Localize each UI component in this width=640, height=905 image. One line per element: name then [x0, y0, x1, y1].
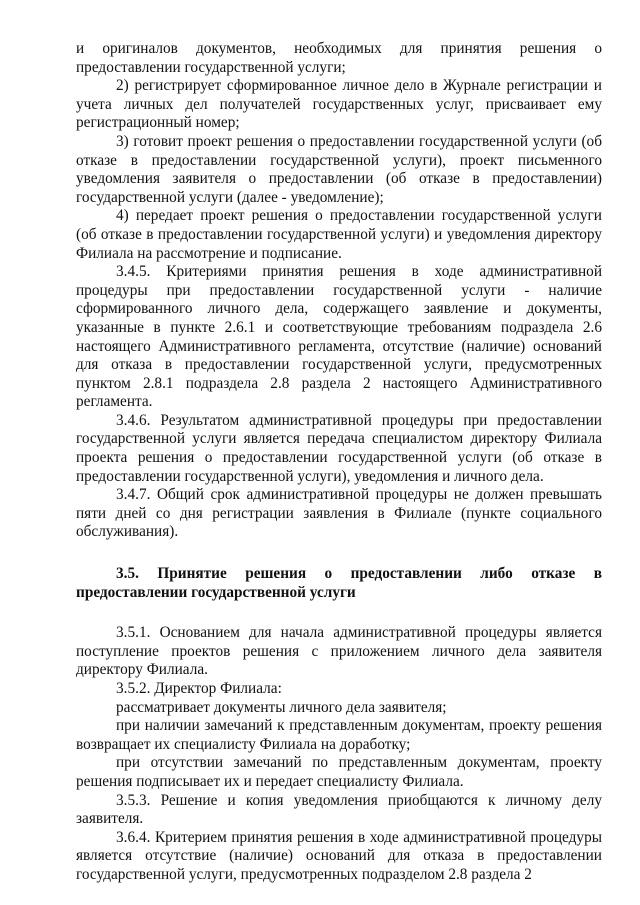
paragraph-director-action-1: рассматривает документы личного дела заявителя; [116, 698, 447, 716]
paragraph-item-2: 2) регистрирует сформированное личное дело в Журнале регистрации и учета личных дел получателей государственных услуг, присваивает ему регистрационный номер; [76, 77, 602, 132]
section-heading-3-5: 3.5. Принятие решения о предоставлении либо отказе в предоставлении государственной услуги [76, 565, 602, 601]
paragraph-3-5-2: 3.5.2. Директор Филиала: [116, 680, 282, 697]
paragraph-item-3: 3) готовит проект решения о предоставлении государственной услуги (об отказе в предоставлении государственной услуги), проект письменного уведомления заявителя о предоставлении (об отказе в предоставлении) государственной услуги (далее - уведомление); [76, 132, 602, 206]
paragraph-3-5-1: 3.5.1. Основанием для начала административной процедуры является поступление проектов решения с приложением личного дела заявителя директору Филиала. [76, 624, 602, 679]
paragraph-3-4-5: 3.4.5. Критериями принятия решения в ходе административной процедуры при предоставлении государственной услуги - наличие сформированного личного дела, содержащего заявление и документы, указанные в пункте 2.6.1 и соответствующие требованиям подраздела 2.6 настоящего Административного регламента, отсутствие (наличие) оснований для отказа в предоставлении государственной услуги, предусмотренных пунктом 2.8.1 подраздела 2.8 раздела 2 настоящего Административного регламента. [76, 263, 602, 411]
paragraph-3-6-4: 3.6.4. Критерием принятия решения в ходе административной процедуры является отсутствие (наличие) оснований для отказа в предоставлении государственной услуги, предусмотренных подразделом 2.8 раздела 2 [76, 828, 602, 883]
document-page [76, 40, 602, 885]
paragraph-continuation: и оригиналов документов, необходимых для принятия решения о предоставлении государственной услуги; [76, 40, 602, 76]
paragraph-director-action-3: при отсутствии замечаний по представленным документам, проекту решения подписывает их и передает специалисту Филиала. [76, 754, 602, 790]
paragraph-3-4-6: 3.4.6. Результатом административной процедуры при предоставлении государственной услуги является передача специалистом директору Филиала проекта решения о предоставлении государственной услуги (об отказе в предоставлении государственной услуги), уведомления и личного дела. [76, 411, 602, 485]
paragraph-item-4: 4) передает проект решения о предоставлении государственной услуги (об отказе в предоставлении государственной услуги) и уведомления директору Филиала на рассмотрение и подписание. [76, 207, 602, 262]
paragraph-3-4-7: 3.4.7. Общий срок административной процедуры не должен превышать пяти дней со дня регистрации заявления в Филиале (пункте социального обслуживания). [76, 486, 602, 541]
paragraph-director-action-2: при наличии замечаний к представленным документам, проекту решения возвращает их специалисту Филиала на доработку; [76, 717, 602, 753]
paragraph-3-5-3: 3.5.3. Решение и копия уведомления приобщаются к личному делу заявителя. [76, 791, 602, 828]
